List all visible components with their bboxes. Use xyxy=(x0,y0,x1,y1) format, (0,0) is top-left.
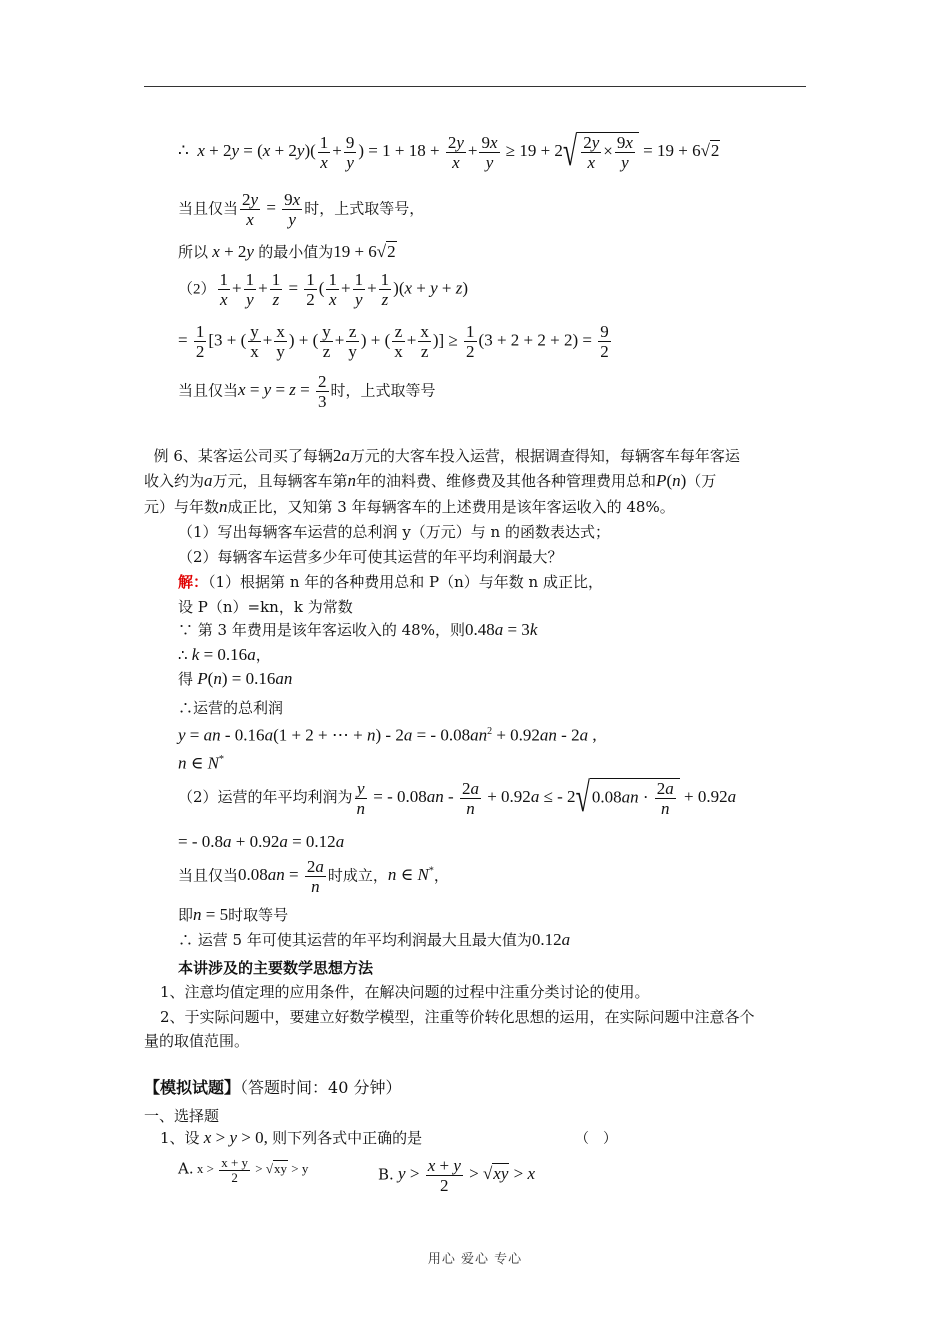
solution-line-7b: n ∈ N* xyxy=(178,753,224,773)
method-item-1: 1、注意均值定理的应用条件，在解决问题的过程中注重分类讨论的使用。 xyxy=(160,983,650,1001)
example-6-line-1: 例 6、某客运公司买了每辆2a万元的大客车投入运营，根据调查得知，每辆客车每年客运 xyxy=(153,446,740,465)
header-rule xyxy=(144,86,806,87)
solution-line-9: = - 0.8a + 0.92a = 0.12a xyxy=(178,832,345,851)
equation-line-expand: = $\frac{1}{2}$ [3 + ( $\frac{y}{x}$ + $\frac{x}{y}$ ) + ( $\frac{y}{z}$ + $\frac{z}{y}$ ) + ( $\frac{z}{x}$ + $\frac{x}{z}$ )] ≥ $\frac{1}{2}$ (3 + 2 + 2 + 2) = $\frac{9}{2}$ xyxy=(178,322,609,361)
page-footer: 用心 爱心 专心 xyxy=(427,1252,523,1267)
solution-line-1: 解：（1）根据第 n 年的各种费用总和 P（n）与年数 n 成正比， xyxy=(178,573,603,591)
solution-line-2: 设 P（n）=kn，k 为常数 xyxy=(178,598,353,616)
solution-line-7: y = an - 0.16a(1 + 2 + ⋯ + n) - 2a = - $0.08an^2 + 0.92an - 2a$ , xyxy=(178,725,597,745)
option-b: B. y > $\frac{x + y}{2}$ > √xy > x xyxy=(378,1156,536,1195)
equality-condition-2: 当且仅当x = y = z = $\frac{2}{3}$ 时，上式取等号 xyxy=(178,372,436,411)
method-item-2: 2、于实际问题中，要建立好数学模型，注重等价转化思想的运用，在实际问题中注意各个 xyxy=(160,1008,755,1026)
mock-test-heading: 【模拟试题】（答题时间：40 分钟） xyxy=(144,1078,402,1097)
answer-blank: （ ） xyxy=(575,1131,617,1147)
equation-line-1: ∴ x + 2y = (x + 2y)( $\frac{1}{x}$ + $\frac{9}{y}$ ) = 1 + 18 + $\frac{2y}{x}$ + $\frac{9x}{y}$ ≥ 19 + 2√ $\frac{2y}{x}$ × $\frac{9x}{y}$ = 19 + 6√2 xyxy=(178,128,720,175)
mock-question-1: 1、设 x > y > 0, 则下列各式中正确的是 xyxy=(160,1128,423,1147)
solution-line-5: 得 P(n) = 0.16an xyxy=(178,669,293,688)
solution-line-8: （2）运营的年平均利润为 $\frac{y}{n}$ = - 0.08an - $\frac{2a}{n}$ + 0.92a ≤ - 2√ 0.08an · $\frac{2a}{n}$ + 0.92a xyxy=(178,774,737,821)
equation-line-part2: （2） $\frac{1}{x}$ + $\frac{1}{y}$ + $\frac{1}{z}$ = $\frac{1}{2}$ ( $\frac{1}{x}$ + $\frac{1}{y}$ + $\frac{1}{z}$ )(x + y + z) xyxy=(178,270,469,309)
solution-line-3: ∵ 第 3 年费用是该年客运收入的 48%，则0.48a = 3k xyxy=(178,620,538,639)
section-choice: 一、选择题 xyxy=(144,1107,220,1125)
solution-line-11: 即n = 5时取等号 xyxy=(178,905,289,924)
equality-condition-1: 当且仅当 $\frac{2y}{x}$ = $\frac{9x}{y}$ 时，上式取等号， xyxy=(178,190,425,229)
question-1: （1）写出每辆客车运营的总利润 y（万元）与 n 的函数表达式； xyxy=(178,523,610,541)
question-2: （2）每辆客车运营多少年可使其运营的年平均利润最大？ xyxy=(178,548,563,566)
solution-line-12: ∴ 运营 5 年可使其运营的年平均利润最大且最大值为0.12a xyxy=(178,930,571,949)
solution-line-4: ∴ k = 0.16a， xyxy=(178,645,271,664)
solution-line-6: ∴运营的总利润 xyxy=(178,699,284,717)
example-6-line-3: 元）与年数n成正比，又知第 3 年每辆客车的上述费用是该年客运收入的 48%。 xyxy=(144,497,675,516)
method-item-2-cont: 量的取值范围。 xyxy=(144,1032,250,1050)
minimum-value-line: 所以 x + 2y 的最小值为19 + 6√2 xyxy=(178,242,396,261)
option-a: A. x > $\frac{x + y}{2}$ > √xy > y xyxy=(178,1155,309,1185)
methods-heading: 本讲涉及的主要数学思想方法 xyxy=(178,959,374,977)
solution-line-10: 当且仅当0.08an = $\frac{2a}{n}$ 时成立，n ∈ N*， xyxy=(178,857,449,896)
example-6-line-2: 收入约为a万元，且每辆客车第n年的油料费、维修费及其他各种管理费用总和P(n)（万 xyxy=(144,471,717,490)
